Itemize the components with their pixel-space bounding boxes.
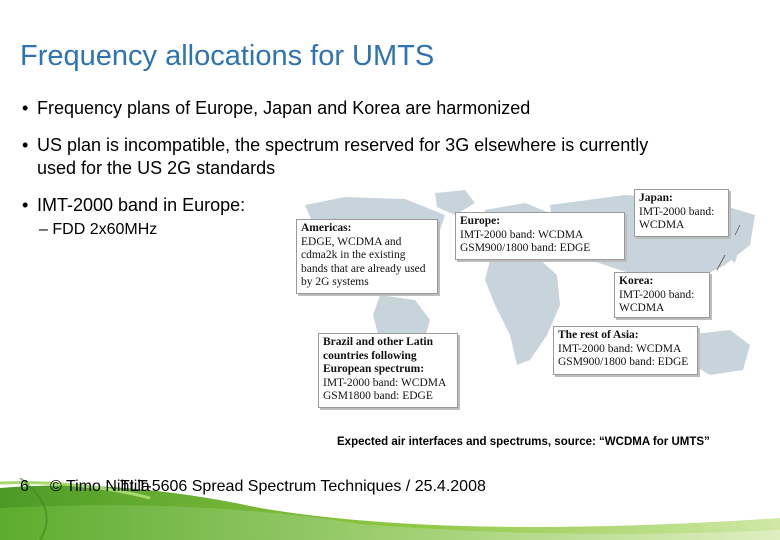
region-box-brazil [318,333,458,408]
bullet-1 [22,97,622,120]
region-box-europe [455,212,625,260]
bullet-marker: • [22,98,29,118]
bullet-2 [22,134,652,180]
bullet-marker: • [22,195,29,215]
region-heading: Brazil and other Latin [323,336,434,348]
footer-course: TLT-5606 Spread Spectrum Techniques / 25.4.2008 [120,478,486,495]
region-line: European spectrum: [323,363,425,375]
region-line: WCDMA [639,219,685,231]
region-line: IMT-2000 band: [639,205,715,218]
bullet-3 [22,194,322,217]
region-heading: Europe: [460,215,501,227]
region-line: GSM900/1800 band: EDGE [460,242,591,254]
region-heading: Korea: [619,275,654,287]
sub-bullet [39,221,157,239]
region-line: IMT-2000 band: WCDMA [323,376,447,389]
bullet-marker: • [22,135,29,155]
region-line: GSM1800 band: EDGE [323,390,433,402]
region-heading: Americas: [301,222,352,234]
bullet-text: IMT-2000 band in Europe: [37,195,246,215]
region-heading: The rest of Asia: [558,329,639,341]
region-line: bands that are already used [301,262,426,275]
region-line: GSM900/1800 band: EDGE [558,356,689,368]
region-line: by 2G systems [301,276,369,288]
region-line: WCDMA [619,302,665,314]
region-line: IMT-2000 band: WCDMA [558,342,682,355]
region-line: cdma2k in the existing [301,249,406,261]
footer-page-number: 6 [20,478,29,495]
region-box-rest-of-asia [553,326,698,375]
region-line: IMT-2000 band: WCDMA [460,228,584,241]
slide-title: Frequency allocations for UMTS [20,40,435,72]
bullet-text: Frequency plans of Europe, Japan and Korea are harmonized [37,98,531,118]
region-line: IMT-2000 band: [619,288,695,301]
sub-bullet-text: FDD 2x60MHz [52,221,158,238]
region-box-korea [614,272,710,318]
bullet-text: US plan is incompatible, the spectrum reserved for 3G elsewhere is currently used for the US 2G standards [37,135,649,178]
region-box-japan [634,189,729,237]
sub-bullet-marker: – [39,221,48,238]
footer-author: © Timo Nihtilä [50,478,150,495]
region-line: EDGE, WCDMA and [301,235,402,248]
region-line: countries following [323,349,417,362]
region-heading: Japan: [639,192,673,204]
figure-caption: Expected air interfaces and spectrums, source: “WCDMA for UMTS” [337,436,710,448]
region-box-americas [296,219,438,294]
